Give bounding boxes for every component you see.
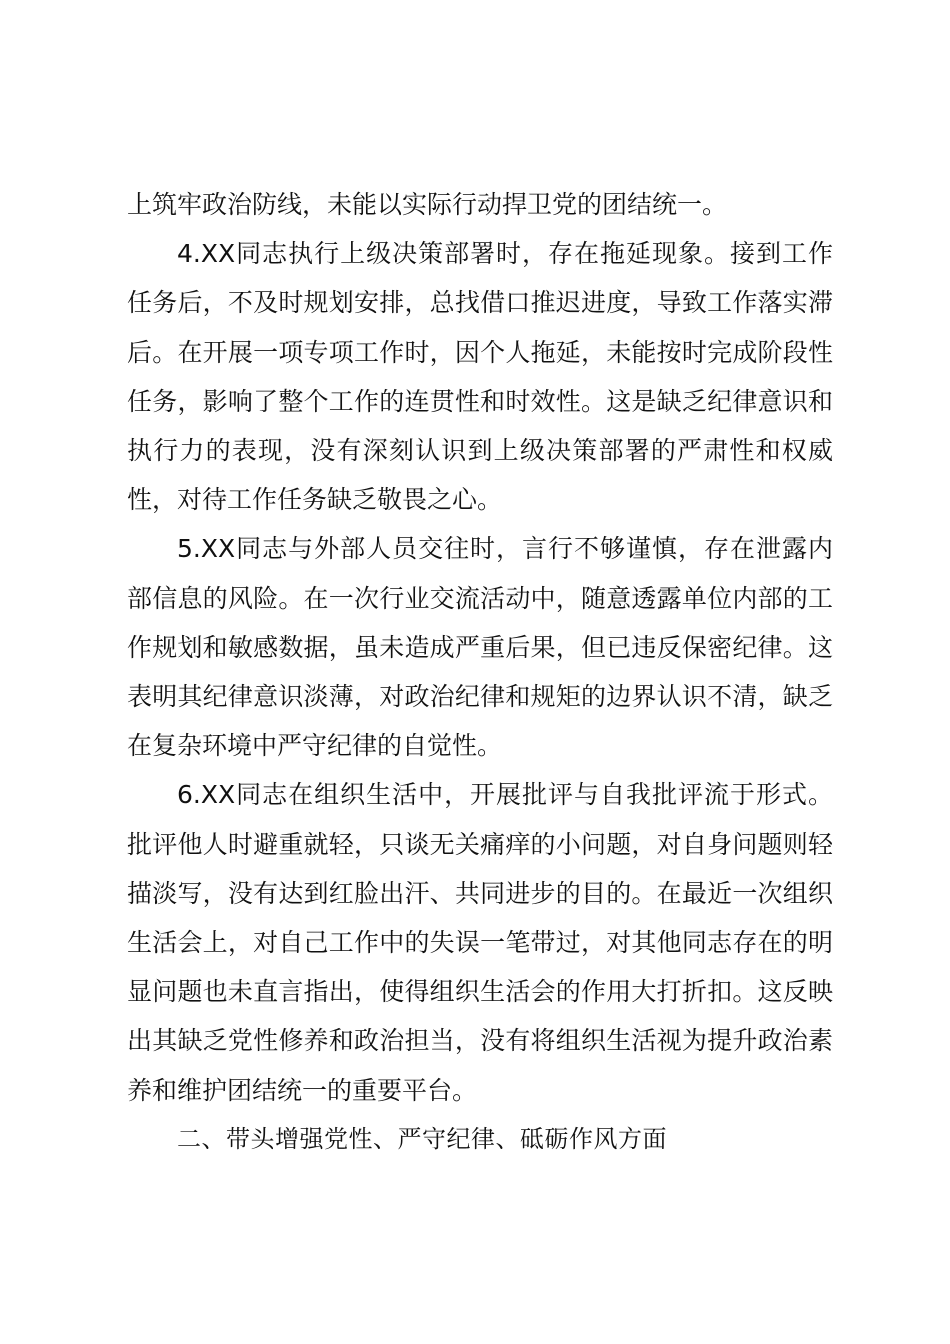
paragraph-continuation: 上筑牢政治防线，未能以实际行动捍卫党的团结统一。 — [127, 190, 728, 219]
paragraph-item-6: 6.XX同志在组织生活中，开展批评与自我批评流于形式。批评他人时避重就轻，只谈无关痛痒的小问题，对自身问题则轻描淡写，没有达到红脸出汗、共同进步的目的。在最近一次组织生活会上，对自己工作中的失误一笔带过，对其他同志存在的明显问题也未直言指出，使得组织生活会的作用大打折扣。这反映出其缺乏党性修养和政治担当，没有将组织生活视为提升政治素养和维护团结统一的重要平台。 — [127, 780, 833, 1105]
paragraph-item-5: 5.XX同志与外部人员交往时，言行不够谨慎，存在泄露内部信息的风险。在一次行业交流活动中，随意透露单位内部的工作规划和敏感数据，虽未造成严重后果，但已违反保密纪律。这表明其纪律意识淡薄，对政治纪律和规矩的边界认识不清，缺乏在复杂环境中严守纪律的自觉性。 — [127, 534, 833, 761]
section-heading: 二、带头增强党性、严守纪律、砥砺作风方面 — [177, 1124, 667, 1153]
document-body — [127, 180, 833, 1164]
paragraph-item-4: 4.XX同志执行上级决策部署时，存在拖延现象。接到工作任务后，不及时规划安排，总找借口推迟进度，导致工作落实滞后。在开展一项专项工作时，因个人拖延，未能按时完成阶段性任务，影响了整个工作的连贯性和时效性。这是缺乏纪律意识和执行力的表现，没有深刻认识到上级决策部署的严肃性和权威性，对待工作任务缺乏敬畏之心。 — [127, 239, 833, 515]
